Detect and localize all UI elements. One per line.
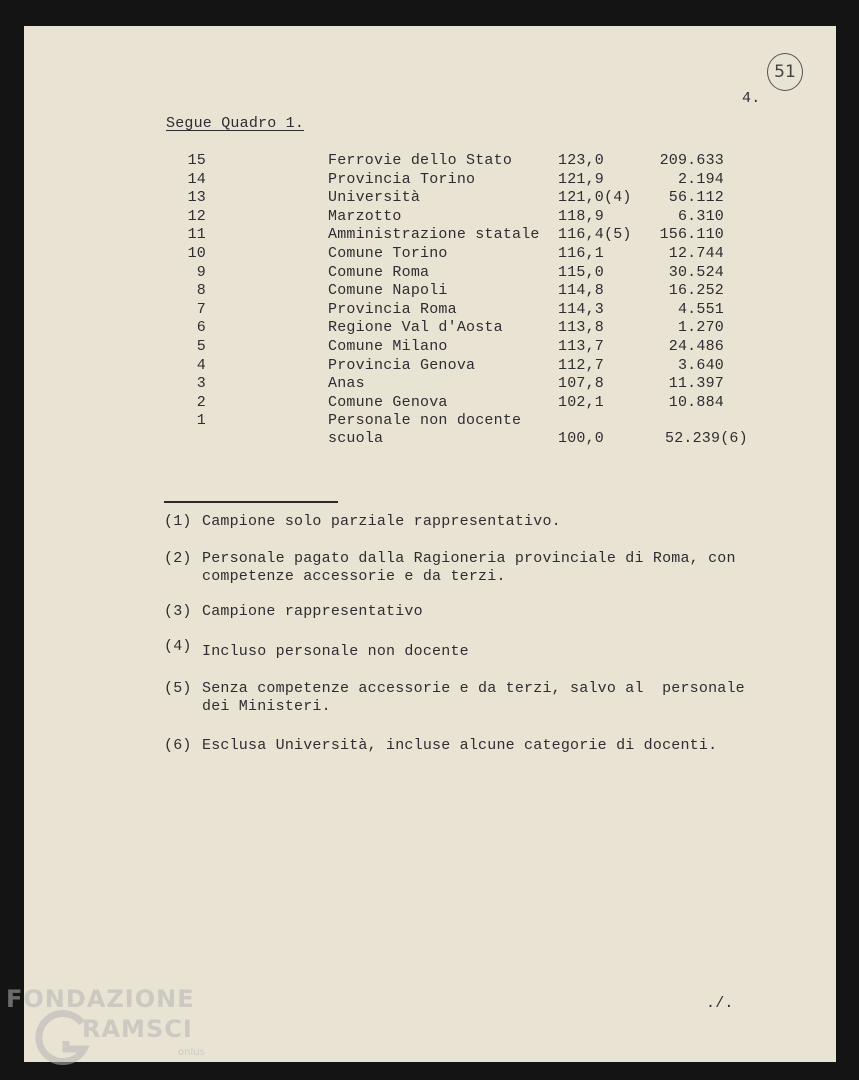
table-cell-count: 3.640 bbox=[677, 356, 724, 374]
footnote-text: dei Ministeri. bbox=[202, 698, 331, 715]
table-cell-index: 113,7 bbox=[558, 338, 605, 355]
archive-stamp bbox=[767, 53, 803, 91]
table-cell-rank: 5 bbox=[196, 338, 206, 355]
table-cell-name: Amministrazione statale bbox=[328, 226, 540, 244]
table-cell-name: Provincia Roma bbox=[328, 300, 457, 318]
footnote-text: Campione rappresentativo bbox=[202, 603, 423, 620]
table-cell-rank: 10 bbox=[187, 245, 206, 262]
footnote-mark: (2) bbox=[164, 550, 192, 567]
table-cell-index: 112,7 bbox=[558, 356, 605, 374]
table-heading: Segue Quadro 1. bbox=[166, 115, 305, 132]
footnote-mark: (5) bbox=[164, 680, 192, 697]
table-cell-index: 116,4(5) bbox=[558, 226, 632, 244]
table-cell-count: 11.397 bbox=[668, 375, 724, 393]
table-cell-rank: 6 bbox=[196, 319, 206, 337]
table-cell-index: 113,8 bbox=[558, 319, 605, 337]
table-cell-index: 100,0 bbox=[558, 430, 605, 447]
table-cell-rank: 13 bbox=[187, 189, 206, 207]
table-cell-count: 52.239(6) bbox=[665, 430, 748, 447]
table-cell-index: 121,9 bbox=[558, 170, 605, 188]
table-cell-rank: 7 bbox=[196, 300, 206, 318]
table-cell-index: 114,3 bbox=[558, 300, 605, 318]
table-cell-rank: 9 bbox=[196, 263, 206, 281]
logo-line-3: onlus bbox=[178, 1047, 205, 1058]
table-cell-count: 24.486 bbox=[668, 338, 724, 355]
table-cell-rank: 4 bbox=[196, 356, 206, 374]
table-cell-count: 6.310 bbox=[677, 207, 724, 225]
table-cell-name: Ferrovie dello Stato bbox=[328, 152, 513, 169]
table-cell-count: 1.270 bbox=[677, 319, 724, 337]
footnote-text: Campione solo parziale rappresentativo. bbox=[202, 513, 561, 530]
table-cell-name: Comune Napoli bbox=[328, 282, 448, 300]
table-cell-name: Provincia Torino bbox=[328, 170, 476, 188]
table-cell-name: Anas bbox=[328, 375, 365, 393]
table-cell-count: 56.112 bbox=[668, 189, 724, 207]
continuation-mark: ./. bbox=[706, 995, 734, 1012]
table-cell-index: 115,0 bbox=[558, 263, 605, 281]
table-cell-index: 114,8 bbox=[558, 282, 605, 300]
table-cell-rank: 15 bbox=[187, 152, 206, 169]
table-cell-count: 16.252 bbox=[668, 282, 724, 300]
footnote-mark: (1) bbox=[164, 513, 192, 530]
table-cell-count: 12.744 bbox=[668, 245, 724, 262]
table-cell-name: Regione Val d'Aosta bbox=[328, 319, 503, 337]
footnote-text: competenze accessorie e da terzi. bbox=[202, 568, 506, 585]
table-cell-index: 121,0(4) bbox=[558, 189, 632, 207]
footnote-text: Personale pagato dalla Ragioneria provinciale di Roma, con bbox=[202, 550, 736, 567]
table-cell-name: Università bbox=[328, 189, 421, 207]
table-cell-count: 30.524 bbox=[668, 263, 724, 281]
table-cell-count: 2.194 bbox=[677, 170, 724, 188]
footnote-divider bbox=[164, 501, 338, 503]
table-cell-name: Personale non docente bbox=[328, 412, 522, 429]
table-cell-name: Marzotto bbox=[328, 207, 402, 225]
footnote-mark: (4) bbox=[164, 638, 192, 655]
table-cell-name: Comune Torino bbox=[328, 245, 448, 262]
footnote-text: Esclusa Università, incluse alcune categorie di docenti. bbox=[202, 737, 718, 754]
table-cell-rank: 11 bbox=[187, 226, 206, 244]
footnote-mark: (6) bbox=[164, 737, 192, 754]
table-cell-rank: 1 bbox=[196, 412, 206, 429]
table-cell-name: scuola bbox=[328, 430, 384, 447]
table-cell-index: 107,8 bbox=[558, 375, 605, 393]
footnote-mark: (3) bbox=[164, 603, 192, 620]
page-number: 4. bbox=[742, 90, 761, 107]
table-cell-rank: 14 bbox=[187, 170, 206, 188]
table-cell-rank: 2 bbox=[196, 393, 206, 411]
footnote-text: Incluso personale non docente bbox=[202, 643, 469, 660]
fondazione-gramsci-logo bbox=[6, 985, 221, 1075]
document-page bbox=[24, 26, 836, 1062]
footnote-text: Senza competenze accessorie e da terzi, salvo al personale bbox=[202, 680, 745, 697]
table-cell-name: Comune Genova bbox=[328, 393, 448, 411]
table-cell-rank: 8 bbox=[196, 282, 206, 300]
table-cell-count: 4.551 bbox=[677, 300, 724, 318]
table-cell-name: Comune Milano bbox=[328, 338, 448, 355]
logo-line-1: FONDAZIONE bbox=[6, 985, 195, 1013]
table-cell-index: 123,0 bbox=[558, 152, 605, 169]
table-cell-count: 156.110 bbox=[659, 226, 724, 244]
table-cell-count: 209.633 bbox=[659, 152, 724, 169]
table-cell-rank: 12 bbox=[187, 207, 206, 225]
table-cell-index: 102,1 bbox=[558, 393, 605, 411]
table-cell-count: 10.884 bbox=[668, 393, 724, 411]
table-cell-name: Comune Roma bbox=[328, 263, 430, 281]
table-cell-rank: 3 bbox=[196, 375, 206, 393]
table-cell-index: 116,1 bbox=[558, 245, 605, 262]
table-cell-index: 118,9 bbox=[558, 207, 605, 225]
logo-line-2: RAMSCI bbox=[82, 1015, 193, 1043]
table-cell-name: Provincia Genova bbox=[328, 356, 476, 374]
stamp-number: 51 bbox=[774, 62, 796, 82]
